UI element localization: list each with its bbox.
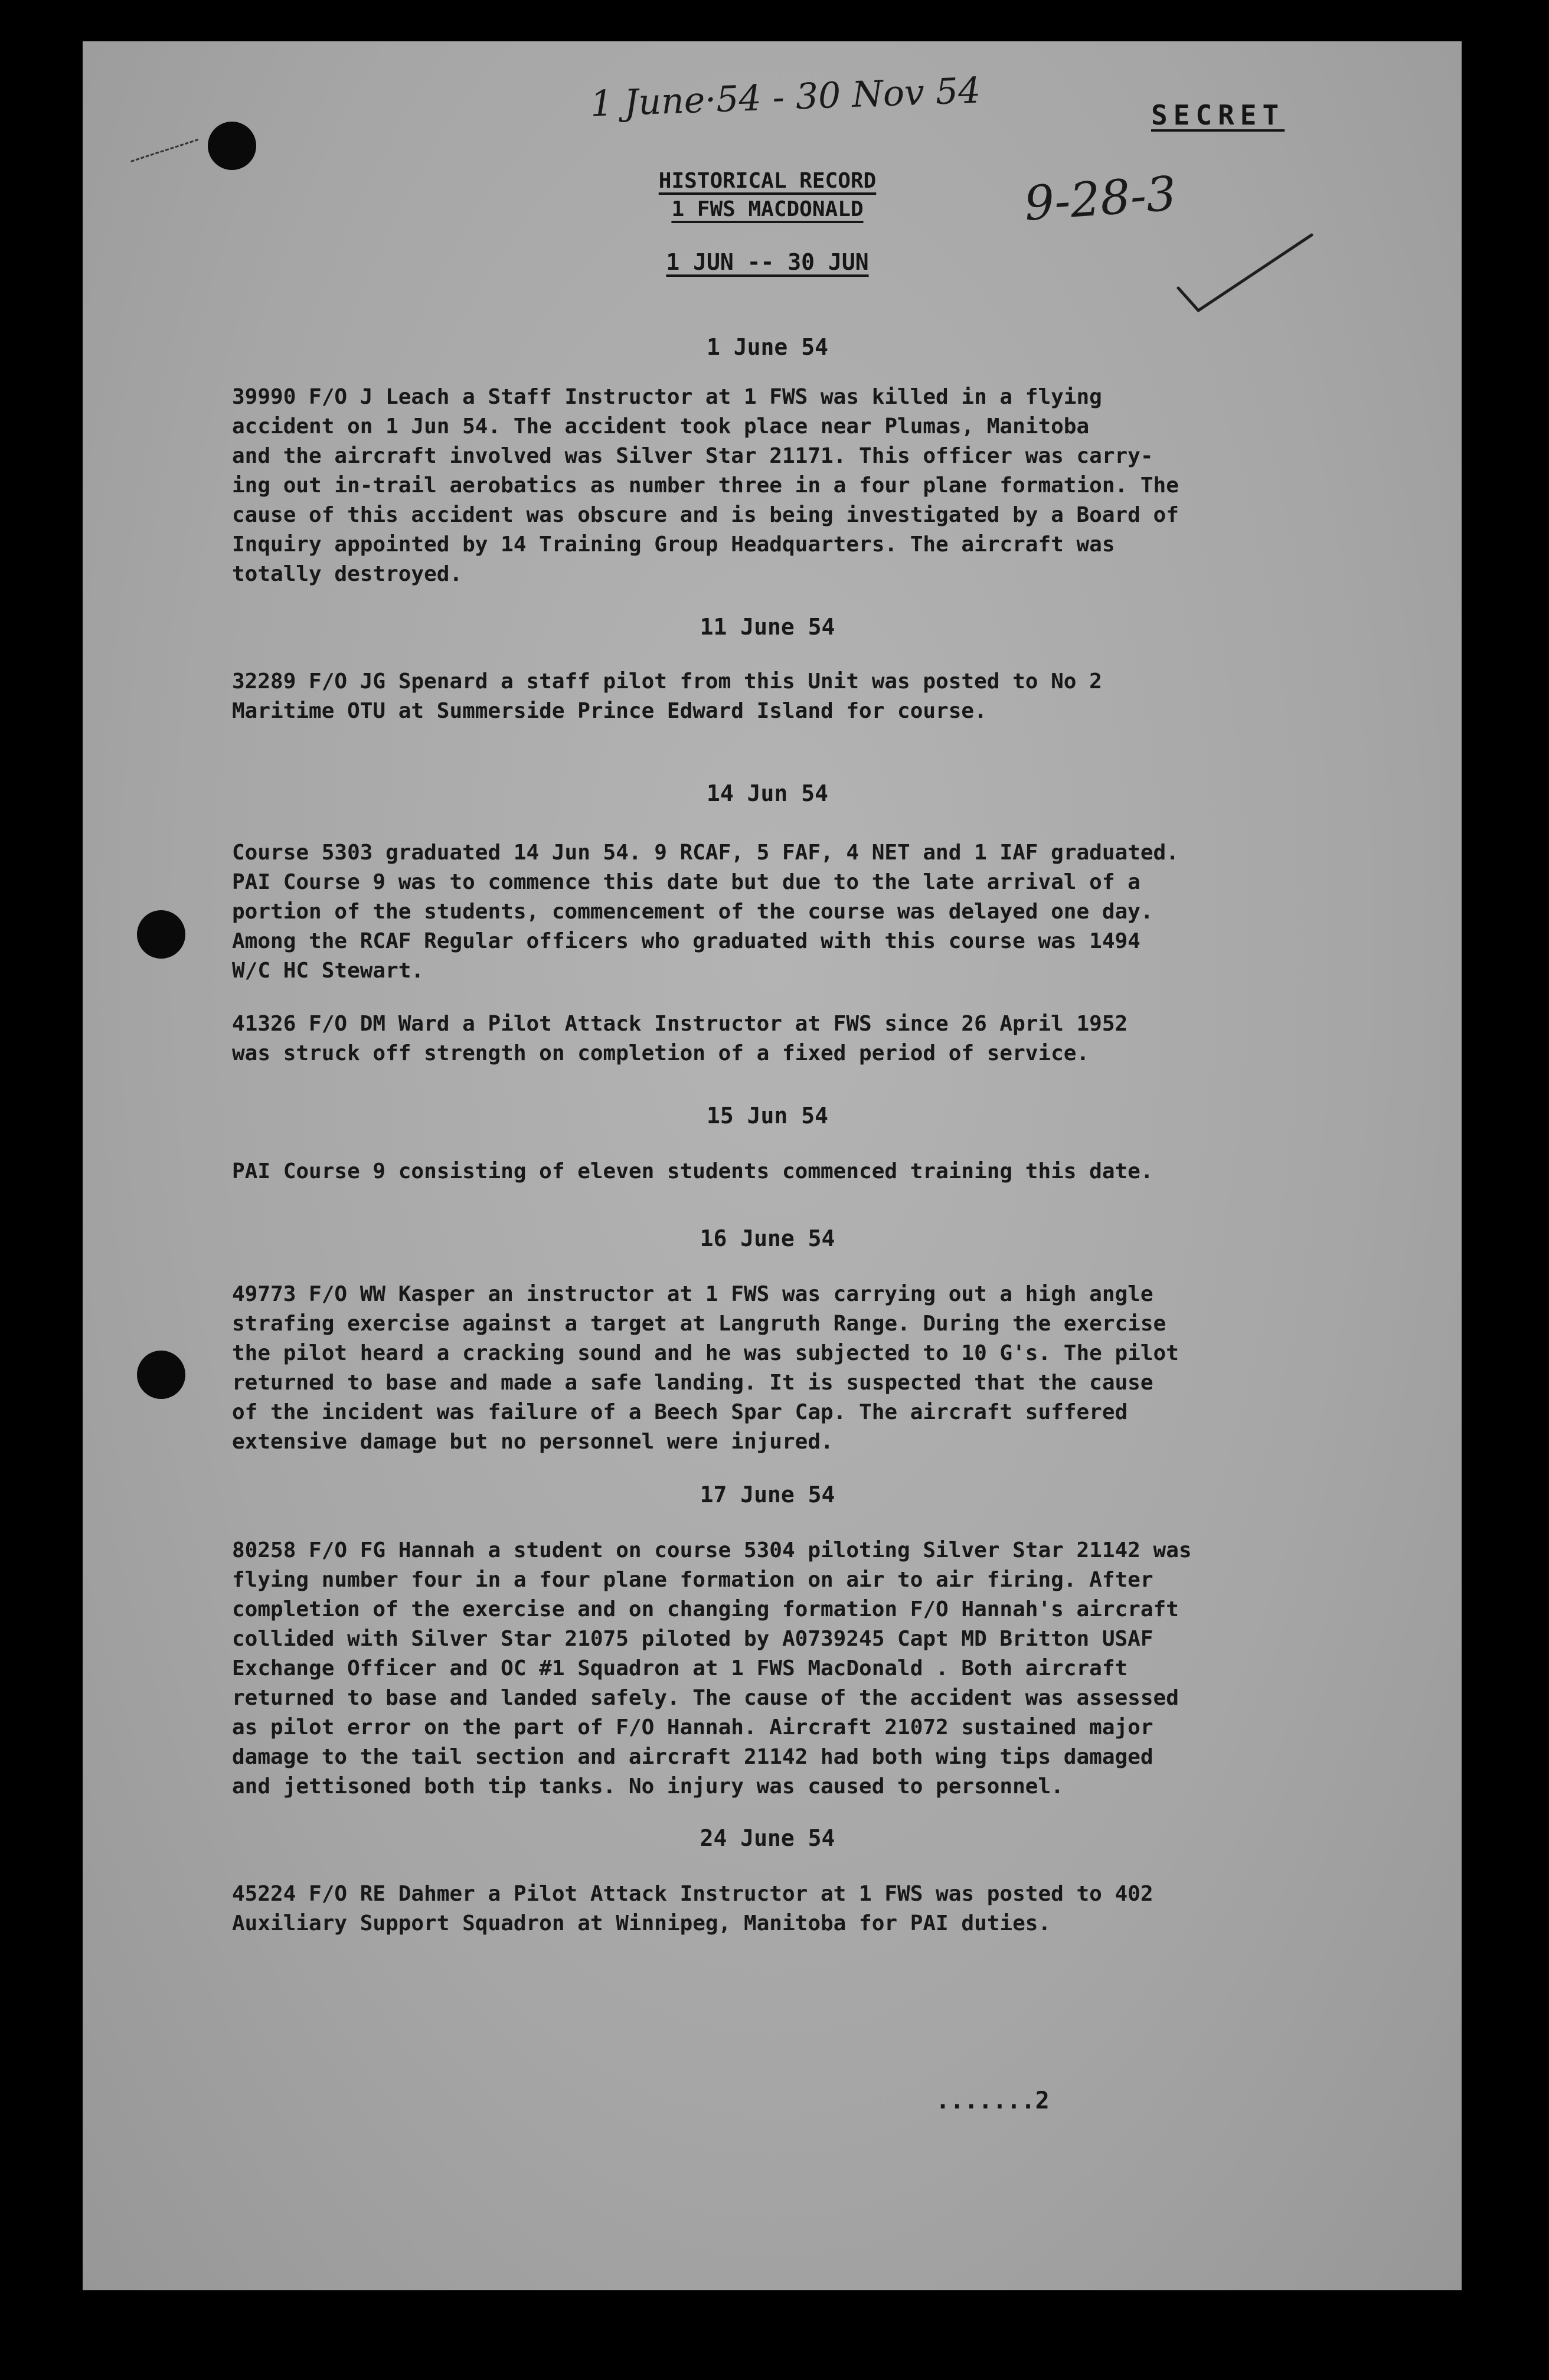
entry-text bbox=[232, 1879, 1342, 1938]
text-line: damage to the tail section and aircraft 21142 had both wing tips damaged bbox=[232, 1745, 1153, 1769]
text-line: ing out in-trail aerobatics as number three in a four plane formation. The bbox=[232, 473, 1179, 498]
text-line: 80258 F/O FG Hannah a student on course 5304 piloting Silver Star 21142 was bbox=[232, 1538, 1192, 1562]
entry-text bbox=[232, 382, 1342, 589]
text-line: flying number four in a four plane formation on air to air firing. After bbox=[232, 1568, 1153, 1592]
entry-date: 14 Jun 54 bbox=[707, 780, 828, 806]
text-line: Auxiliary Support Squadron at Winnipeg, Manitoba for PAI duties. bbox=[232, 1911, 1051, 1936]
text-line: Course 5303 graduated 14 Jun 54. 9 RCAF, 5 FAF, 4 NET and 1 IAF graduated. bbox=[232, 841, 1179, 865]
text-line: totally destroyed. bbox=[232, 562, 463, 586]
text-line: returned to base and landed safely. The cause of the accident was assessed bbox=[232, 1686, 1179, 1710]
text-line: Among the RCAF Regular officers who graduated with this course was 1494 bbox=[232, 929, 1140, 953]
entry-date: 17 June 54 bbox=[700, 1482, 835, 1508]
entry-text bbox=[232, 1009, 1342, 1068]
text-line: cause of this accident was obscure and is being investigated by a Board of bbox=[232, 503, 1179, 527]
entry-date: 1 June 54 bbox=[707, 334, 828, 360]
text-line: collided with Silver Star 21075 piloted by A0739245 Capt MD Britton USAF bbox=[232, 1627, 1153, 1651]
text-line: extensive damage but no personnel were injured. bbox=[232, 1430, 834, 1454]
text-line: W/C HC Stewart. bbox=[232, 959, 424, 983]
text-line: 32289 F/O JG Spenard a staff pilot from this Unit was posted to No 2 bbox=[232, 669, 1102, 694]
text-line: 41326 F/O DM Ward a Pilot Attack Instructor at FWS since 26 April 1952 bbox=[232, 1012, 1128, 1036]
text-line: and the aircraft involved was Silver Star 21171. This officer was carry- bbox=[232, 444, 1153, 468]
punch-hole-top bbox=[208, 122, 256, 170]
text-line: Exchange Officer and OC #1 Squadron at 1 FWS MacDonald . Both aircraft bbox=[232, 1656, 1128, 1681]
text-line: accident on 1 Jun 54. The accident took place near Plumas, Manitoba bbox=[232, 414, 1090, 439]
text-line: and jettisoned both tip tanks. No injury was caused to personnel. bbox=[232, 1774, 1064, 1799]
text-line: strafing exercise against a target at Langruth Range. During the exercise bbox=[232, 1312, 1166, 1336]
entry-text bbox=[232, 1536, 1342, 1802]
page-continuation: .......2 bbox=[936, 2087, 1050, 2114]
text-line: returned to base and made a safe landing. It is suspected that the cause bbox=[232, 1371, 1153, 1395]
handwritten-date-range: 1 June·54 - 30 Nov 54 bbox=[589, 70, 982, 125]
entry-date: 16 June 54 bbox=[700, 1225, 835, 1251]
entry-date: 15 Jun 54 bbox=[707, 1103, 828, 1129]
classification-stamp: SECRET bbox=[1151, 99, 1285, 131]
punch-hole-bottom bbox=[137, 1351, 185, 1399]
entry-text bbox=[232, 1157, 1342, 1186]
text-line: Maritime OTU at Summerside Prince Edward Island for course. bbox=[232, 699, 987, 723]
text-line: 49773 F/O WW Kasper an instructor at 1 FWS was carrying out a high angle bbox=[232, 1282, 1153, 1306]
entry-date: 11 June 54 bbox=[700, 614, 835, 640]
text-line: the pilot heard a cracking sound and he was subjected to 10 G's. The pilot bbox=[232, 1341, 1179, 1365]
text-line: completion of the exercise and on changing formation F/O Hannah's aircraft bbox=[232, 1597, 1179, 1621]
text-line: 45224 F/O RE Dahmer a Pilot Attack Instructor at 1 FWS was posted to 402 bbox=[232, 1882, 1153, 1906]
text-line: 39990 F/O J Leach a Staff Instructor at 1 FWS was killed in a flying bbox=[232, 385, 1102, 409]
text-line: Inquiry appointed by 14 Training Group Headquarters. The aircraft was bbox=[232, 532, 1115, 557]
entry-text bbox=[232, 838, 1342, 986]
text-line: was struck off strength on completion of a fixed period of service. bbox=[232, 1041, 1090, 1065]
text-line: PAI Course 9 was to commence this date but due to the late arrival of a bbox=[232, 870, 1140, 894]
unit-name: 1 FWS MACDONALD bbox=[671, 197, 864, 221]
text-line: of the incident was failure of a Beech Spar Cap. The aircraft suffered bbox=[232, 1400, 1128, 1424]
record-period: 1 JUN -- 30 JUN bbox=[666, 249, 869, 275]
text-line: as pilot error on the part of F/O Hannah. Aircraft 21072 sustained major bbox=[232, 1715, 1153, 1740]
punch-hole-middle bbox=[137, 910, 185, 959]
handwritten-file-reference: 9-28-3 bbox=[1022, 166, 1178, 231]
document-title: HISTORICAL RECORD bbox=[658, 169, 877, 193]
entry-text bbox=[232, 667, 1342, 726]
checkmark-icon bbox=[1175, 230, 1316, 325]
text-line: PAI Course 9 consisting of eleven students commenced training this date. bbox=[232, 1159, 1153, 1184]
entry-date: 24 June 54 bbox=[700, 1825, 835, 1851]
entry-text bbox=[232, 1280, 1342, 1457]
text-line: portion of the students, commencement of the course was delayed one day. bbox=[232, 900, 1153, 924]
